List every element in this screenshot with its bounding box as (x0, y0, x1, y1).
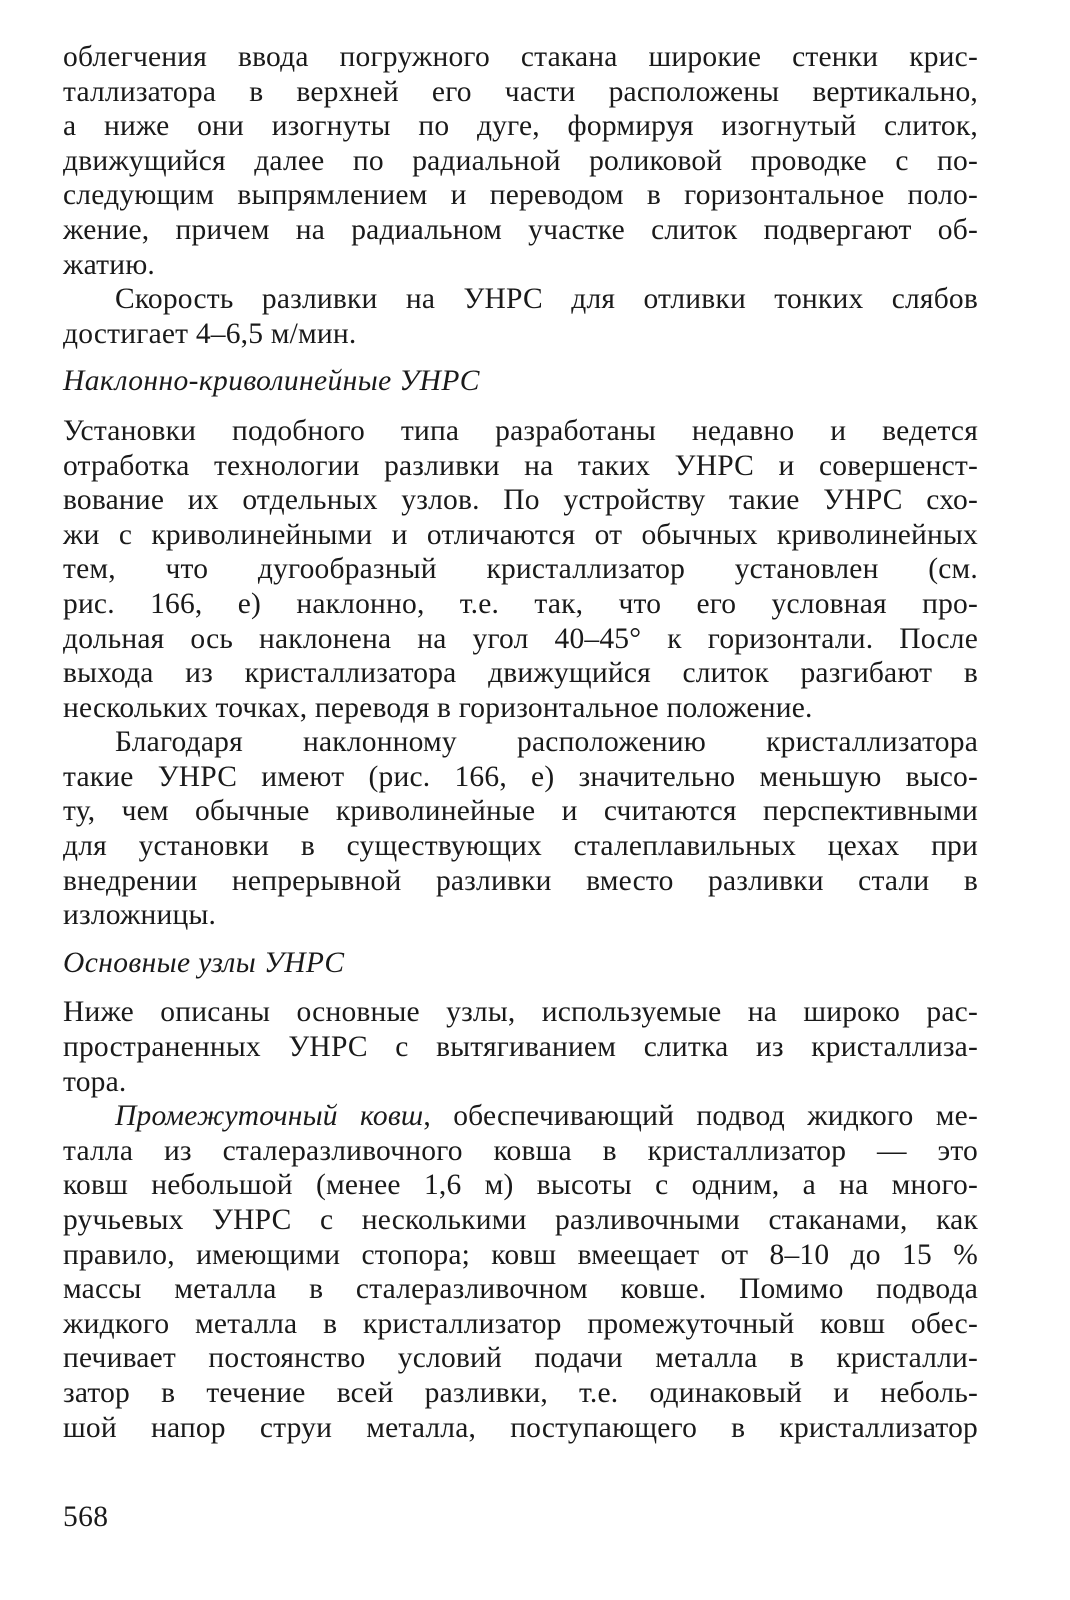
text-line: дольная ось наклонена на угол 40–45° к горизонтали. После (63, 622, 978, 655)
paragraph (63, 414, 978, 725)
text-line: рис. 166, е) наклонно, т.е. так, что его условная про- (63, 587, 978, 620)
text-line: шой напор струи металла, поступающего в кристаллизатор (63, 1411, 978, 1444)
text-line: таллизатора в верхней его части расположены вертикально, (63, 75, 978, 108)
text-line: ковш небольшой (менее 1,6 м) высоты с одним, а на много- (63, 1169, 978, 1202)
text-line: жатию. (63, 248, 156, 281)
text-line: такие УНРС имеют (рис. 166, е) значительно меньшую высо- (63, 760, 978, 793)
text-line: отработка технологии разливки на таких УНРС и совершенст- (63, 449, 978, 482)
text-line: движущийся далее по радиальной роликовой проводке с по- (63, 144, 978, 177)
text-line: нескольких точках, переводя в горизонтальное положение. (63, 691, 813, 724)
page-number: 568 (63, 1501, 109, 1533)
emphasized-term: Промежуточный ковш (115, 1100, 424, 1133)
section-heading: Наклонно-криволинейные УНРС (63, 365, 480, 398)
text-line: достигает 4–6,5 м/мин. (63, 317, 357, 350)
paragraph (63, 282, 978, 351)
text-line: вование их отдельных узлов. По устройству такие УНРС схо- (63, 484, 978, 517)
text-line: облегчения ввода погружного стакана широкие стенки крис- (63, 41, 978, 73)
text-line: Скорость разливки на УНРС для отливки тонких слябов (115, 283, 978, 316)
text-line: следующим выпрямлением и переводом в горизонтальное поло- (63, 179, 978, 212)
text-line: ту, чем обычные криволинейные и считаются перспективными (63, 795, 978, 828)
text-line: пространенных УНРС с вытягиванием слитка из кристаллиза- (63, 1031, 978, 1064)
text-line: Промежуточный ковш, обеспечивающий подвод жидкого ме- (115, 1100, 978, 1133)
text-line: для установки в существующих сталеплавильных цехах при (63, 830, 978, 863)
text-line: тора. (63, 1065, 127, 1098)
paragraph (63, 995, 978, 1099)
text-line: внедрении непрерывной разливки вместо разливки стали в (63, 864, 978, 897)
text-line: массы металла в сталеразливочном ковше. Помимо подвода (63, 1273, 978, 1306)
text-line: выхода из кристаллизатора движущийся слиток разгибают в (63, 657, 978, 690)
text-line: жение, причем на радиальном участке слиток подвергают об- (63, 213, 978, 246)
text-line: Ниже описаны основные узлы, используемые на широко рас- (63, 996, 978, 1029)
text-line: талла из сталеразливочного ковша в кристаллизатор — это (63, 1134, 978, 1167)
text-line: ручьевых УНРС с несколькими разливочными стаканами, как (63, 1204, 978, 1236)
paragraph (63, 40, 978, 282)
paragraph (63, 725, 978, 933)
text-line: правило, имеющими стопора; ковш вмеещает от 8–10 до 15 % (63, 1238, 978, 1271)
section-heading: Основные узлы УНРС (63, 946, 345, 979)
text-line: тем, что дугообразный кристаллизатор установлен (см. (63, 553, 978, 586)
page-body (63, 40, 978, 1445)
text-line: жи с криволинейными и отличаются от обычных криволинейных (63, 518, 978, 551)
text-line: печивает постоянство условий подачи металла в кристалли- (63, 1342, 978, 1375)
text-line: затор в течение всей разливки, т.е. одинаковый и неболь- (63, 1376, 978, 1409)
text-line: а ниже они изогнуты по дуге, формируя изогнутый слиток, (63, 110, 978, 143)
text-line: Установки подобного типа разработаны недавно и ведется (63, 414, 978, 447)
text-line: Благодаря наклонному расположению кристаллизатора (115, 726, 978, 759)
text-line: жидкого металла в кристаллизатор промежуточный ковш обес- (63, 1307, 978, 1340)
paragraph (63, 1099, 978, 1445)
text-line: изложницы. (63, 899, 217, 932)
